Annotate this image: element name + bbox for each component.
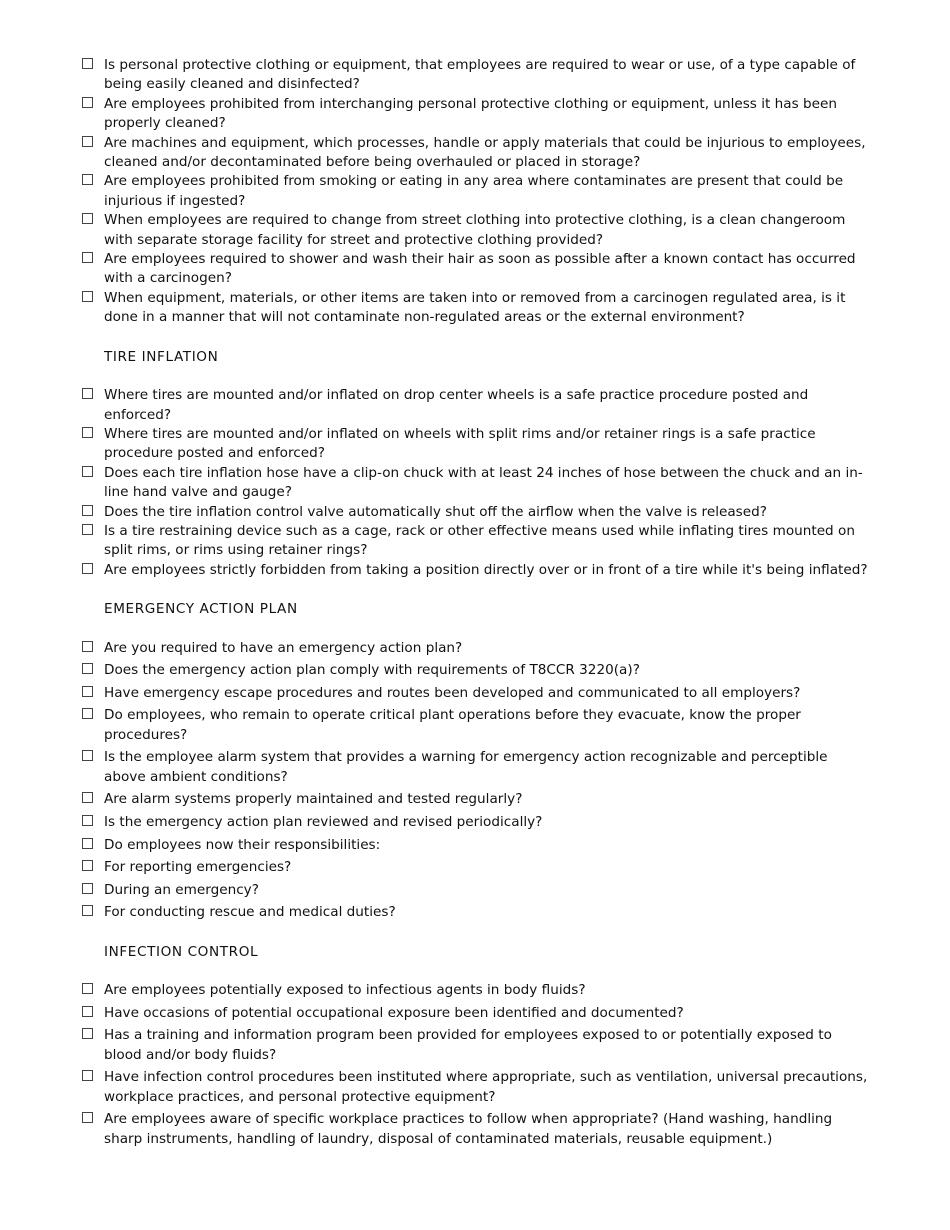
checklist-item bbox=[82, 1026, 872, 1065]
section-heading-emergency-action-plan: EMERGENCY ACTION PLAN bbox=[104, 601, 298, 618]
checklist-item bbox=[82, 561, 872, 580]
checklist-item-label: During an emergency? bbox=[104, 881, 259, 898]
checkbox[interactable] bbox=[82, 136, 93, 147]
checklist-item-label: Do employees now their responsibilities: bbox=[104, 836, 381, 853]
checklist-item-label: Is a tire restraining device such as a cage, rack or other effective means used while inflating tires mounted on split rims, or rims using retainer rings? bbox=[104, 522, 855, 559]
checklist-item-label: Are employees prohibited from interchanging personal protective clothing or equipment, unless it has been properly cleaned? bbox=[104, 95, 837, 132]
checklist-item bbox=[82, 1068, 872, 1107]
checkbox[interactable] bbox=[82, 1070, 93, 1081]
checkbox[interactable] bbox=[82, 838, 93, 849]
checkbox[interactable] bbox=[82, 524, 93, 535]
checkbox[interactable] bbox=[82, 860, 93, 871]
checklist-item-label: Are employees potentially exposed to infectious agents in body fluids? bbox=[104, 982, 586, 999]
checklist-item bbox=[82, 836, 872, 855]
checkbox[interactable] bbox=[82, 58, 93, 69]
checklist-item-label: Are you required to have an emergency action plan? bbox=[104, 639, 463, 656]
checklist-item bbox=[82, 134, 872, 173]
checklist-item bbox=[82, 289, 872, 328]
checkbox[interactable] bbox=[82, 427, 93, 438]
checklist-item bbox=[82, 813, 872, 832]
checkbox[interactable] bbox=[82, 291, 93, 302]
checkbox[interactable] bbox=[82, 641, 93, 652]
checklist-item bbox=[82, 250, 872, 289]
checklist-item-label: Have emergency escape procedures and routes been developed and communicated to all employers? bbox=[104, 684, 801, 701]
checklist-item bbox=[82, 172, 872, 211]
checklist-item bbox=[82, 95, 872, 134]
checklist-item-label: Is personal protective clothing or equipment, that employees are required to wear or use, of a type capable of being easily cleaned and disinfected? bbox=[104, 57, 856, 93]
checklist-item bbox=[82, 464, 872, 503]
checklist-item-label: Are employees required to shower and wash their hair as soon as possible after a known contact has occurred with a carcinogen? bbox=[104, 251, 856, 287]
checkbox[interactable] bbox=[82, 563, 93, 574]
checkbox[interactable] bbox=[82, 97, 93, 108]
checklist-item-label: Is the emergency action plan reviewed and revised periodically? bbox=[104, 813, 543, 830]
checkbox[interactable] bbox=[82, 213, 93, 224]
checklist-item-label: When equipment, materials, or other items are taken into or removed from a carcinogen regulated area, is it done in a manner that will not contaminate non-regulated areas or the external environment? bbox=[104, 289, 846, 326]
checklist-item-label: Does each tire inflation hose have a clip-on chuck with at least 24 inches of hose between the chuck and an in-line hand valve and gauge? bbox=[104, 464, 863, 501]
checklist-item-label: Does the tire inflation control valve automatically shut off the airflow when the valve is released? bbox=[104, 503, 767, 520]
checkbox[interactable] bbox=[82, 815, 93, 826]
checklist-item bbox=[82, 1110, 872, 1149]
checkbox[interactable] bbox=[82, 1028, 93, 1039]
checklist-item bbox=[82, 386, 872, 425]
checkbox[interactable] bbox=[82, 1006, 93, 1017]
checklist-item-label: Are alarm systems properly maintained and tested regularly? bbox=[104, 791, 523, 808]
checklist-item-label: When employees are required to change from street clothing into protective clothing, is a clean changeroom with separate storage facility for street and protective clothing provided? bbox=[104, 212, 846, 248]
checklist-item-label: Has a training and information program been provided for employees exposed to or potentially exposed to blood and/or body fluids? bbox=[104, 1027, 832, 1063]
checklist-item bbox=[82, 425, 872, 464]
checklist-item bbox=[82, 56, 872, 95]
checklist-item bbox=[82, 981, 872, 1000]
checkbox[interactable] bbox=[82, 174, 93, 185]
checklist-item-label: Are employees prohibited from smoking or eating in any area where contaminates are present that could be injurious if ingested? bbox=[104, 173, 844, 209]
checkbox[interactable] bbox=[82, 466, 93, 477]
checklist-item bbox=[82, 903, 872, 922]
section-heading-infection-control: INFECTION CONTROL bbox=[104, 943, 259, 960]
checklist-item bbox=[82, 748, 872, 787]
checkbox[interactable] bbox=[82, 1112, 93, 1123]
checklist-item-label: Are machines and equipment, which processes, handle or apply materials that could be injurious to employees, cleaned and/or decontaminated before being overhauled or placed in storage? bbox=[104, 134, 866, 171]
checklist-item bbox=[82, 858, 872, 877]
checklist-item-label: Have occasions of potential occupational exposure been identified and documented? bbox=[104, 1004, 684, 1021]
checkbox[interactable] bbox=[82, 252, 93, 263]
checklist-section-infection-control bbox=[82, 981, 872, 1149]
checkbox[interactable] bbox=[82, 708, 93, 719]
checkbox[interactable] bbox=[82, 686, 93, 697]
checkbox[interactable] bbox=[82, 905, 93, 916]
checklist-item bbox=[82, 706, 872, 745]
checklist-item bbox=[82, 881, 872, 900]
checklist-item bbox=[82, 211, 872, 250]
checklist-item bbox=[82, 639, 872, 658]
checkbox[interactable] bbox=[82, 883, 93, 894]
checkbox[interactable] bbox=[82, 750, 93, 761]
checklist-item bbox=[82, 684, 872, 703]
checklist-item-label: Have infection control procedures been instituted where appropriate, such as ventilation, universal precautions, workplace practices, and personal protective equipment? bbox=[104, 1069, 868, 1105]
checklist-item-label: Are employees aware of specific workplace practices to follow when appropriate? (Hand washing, handling sharp instruments, handling of laundry, disposal of contaminated materials, reusable equipment.) bbox=[104, 1111, 833, 1147]
checklist-item-label: Does the emergency action plan comply with requirements of T8CCR 3220(a)? bbox=[104, 662, 640, 679]
checklist-item-label: Where tires are mounted and/or inflated on wheels with split rims and/or retainer rings is a safe practice procedure posted and enforced? bbox=[104, 425, 816, 462]
checklist-item-label: Where tires are mounted and/or inflated on drop center wheels is a safe practice procedure posted and enforced? bbox=[104, 387, 809, 423]
checkbox[interactable] bbox=[82, 388, 93, 399]
checklist-item-label: Do employees, who remain to operate critical plant operations before they evacuate, know the proper procedures? bbox=[104, 707, 801, 743]
checklist-section-emergency-action-plan bbox=[82, 639, 872, 923]
checklist-item bbox=[82, 503, 872, 522]
checkbox[interactable] bbox=[82, 663, 93, 674]
checklist-section-ppe bbox=[82, 56, 872, 328]
checkbox[interactable] bbox=[82, 983, 93, 994]
checkbox[interactable] bbox=[82, 505, 93, 516]
checklist-item bbox=[82, 790, 872, 809]
checklist-item bbox=[82, 1004, 872, 1023]
section-heading-tire-inflation: TIRE INFLATION bbox=[104, 348, 219, 365]
checklist-page bbox=[82, 56, 872, 1152]
checklist-item bbox=[82, 661, 872, 680]
checklist-item-label: For reporting emergencies? bbox=[104, 859, 292, 876]
checklist-item-label: For conducting rescue and medical duties? bbox=[104, 904, 396, 921]
checklist-item bbox=[82, 522, 872, 561]
checklist-section-tire-inflation bbox=[82, 386, 872, 580]
checklist-item-label: Are employees strictly forbidden from taking a position directly over or in front of a tire while it's being inflated? bbox=[104, 561, 868, 578]
checkbox[interactable] bbox=[82, 792, 93, 803]
checklist-item-label: Is the employee alarm system that provides a warning for emergency action recognizable and perceptible above ambient conditions? bbox=[104, 749, 828, 785]
